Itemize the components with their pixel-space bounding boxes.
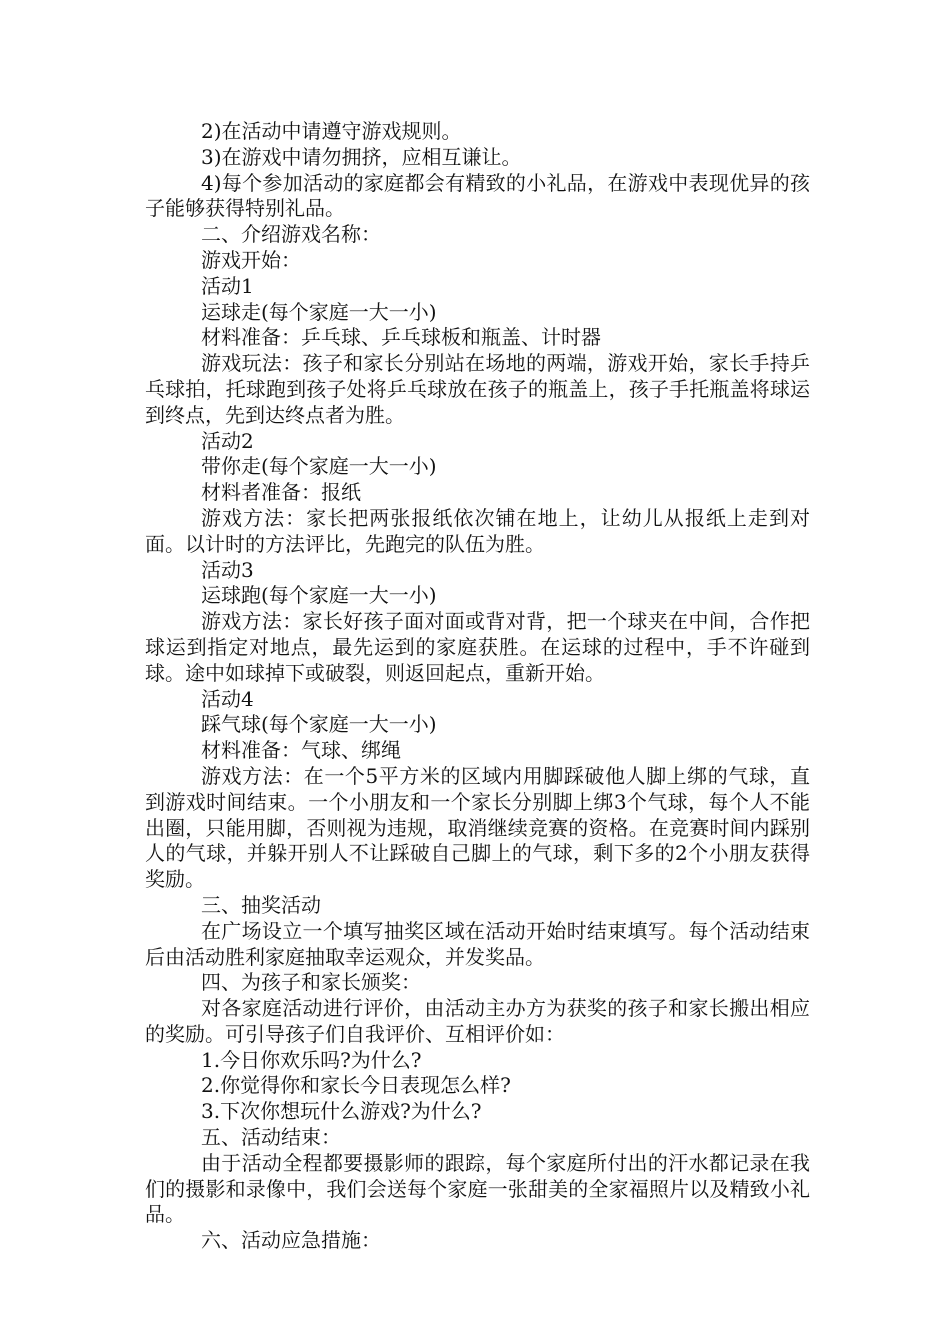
activity-2-heading: 活动2	[201, 428, 254, 453]
activity-3-title: 运球跑(每个家庭一大一小)	[201, 583, 437, 608]
section-heading-emergency: 六、活动应急措施：	[201, 1228, 381, 1253]
activity-2-title: 带你走(每个家庭一大一小)	[201, 454, 437, 479]
activity-2-materials: 材料者准备：报纸	[201, 480, 361, 505]
section-heading-lottery: 三、抽奖活动	[201, 892, 321, 917]
activity-4-heading: 活动4	[201, 686, 254, 711]
activity-1-materials: 材料准备：乒乓球、乒乓球板和瓶盖、计时器	[201, 325, 601, 350]
question-item-1: 1.今日你欢乐吗?为什么?	[201, 1047, 422, 1072]
activity-1-rules: 游戏玩法：孩子和家长分别站在场地的两端，游戏开始，家长手持乒乓球拍，托球跑到孩子处将乒乓球放在孩子的瓶盖上，孩子手托瓶盖将球运到终点，先到达终点者为胜。	[145, 351, 810, 427]
section-heading-end: 五、活动结束：	[201, 1125, 341, 1150]
question-item-3: 3.下次你想玩什么游戏?为什么?	[201, 1099, 482, 1124]
list-item-rule-3: 3)在游戏中请勿拥挤，应相互谦让。	[201, 144, 522, 169]
awards-description: 对各家庭活动进行评价，由活动主办方为获奖的孩子和家长搬出相应的奖励。可引导孩子们自我评价、互相评价如：	[145, 996, 810, 1046]
list-item-rule-4: 4)每个参加活动的家庭都会有精致的小礼品，在游戏中表现优异的孩子能够获得特别礼品。	[145, 170, 810, 221]
activity-3-heading: 活动3	[201, 557, 254, 582]
activity-1-heading: 活动1	[201, 273, 254, 298]
activity-4-materials: 材料准备：气球、绑绳	[201, 738, 401, 763]
activity-4-title: 踩气球(每个家庭一大一小)	[201, 712, 437, 737]
activity-3-rules: 游戏方法：家长好孩子面对面或背对背，把一个球夹在中间，合作把球运到指定对地点，最先运到的家庭获胜。在运球的过程中，手不许碰到球。途中如球掉下或破裂，则返回起点，重新开始。	[145, 609, 810, 685]
activity-4-rules: 游戏方法：在一个5平方米的区域内用脚踩破他人脚上绑的气球，直到游戏时间结束。一个小朋友和一个家长分别脚上绑3个气球，每个人不能出圈，只能用脚，否则视为违规，取消继续竞赛的资格。在竞赛时间内踩别人的气球，并躲开别人不让踩破自己脚上的气球，剩下多的2个小朋友获得奖励。	[145, 763, 810, 892]
activity-1-title: 运球走(每个家庭一大一小)	[201, 299, 437, 324]
paragraph-game-start: 游戏开始：	[201, 247, 301, 272]
section-heading-awards: 四、为孩子和家长颁奖：	[201, 970, 421, 995]
question-item-2: 2.你觉得你和家长今日表现怎么样?	[201, 1073, 511, 1098]
lottery-description: 在广场设立一个填写抽奖区域在活动开始时结束填写。每个活动结束后由活动胜利家庭抽取幸运观众，并发奖品。	[145, 918, 810, 969]
activity-2-rules: 游戏方法：家长把两张报纸依次铺在地上，让幼儿从报纸上走到对面。以计时的方法评比，先跑完的队伍为胜。	[145, 505, 810, 556]
document-body	[145, 119, 810, 1254]
list-item-rule-2: 2)在活动中请遵守游戏规则。	[201, 119, 462, 143]
end-description: 由于活动全程都要摄影师的跟踪，每个家庭所付出的汗水都记录在我们的摄影和录像中，我们会送每个家庭一张甜美的全家福照片以及精致小礼品。	[145, 1150, 810, 1227]
section-heading-games: 二、介绍游戏名称：	[201, 222, 381, 247]
